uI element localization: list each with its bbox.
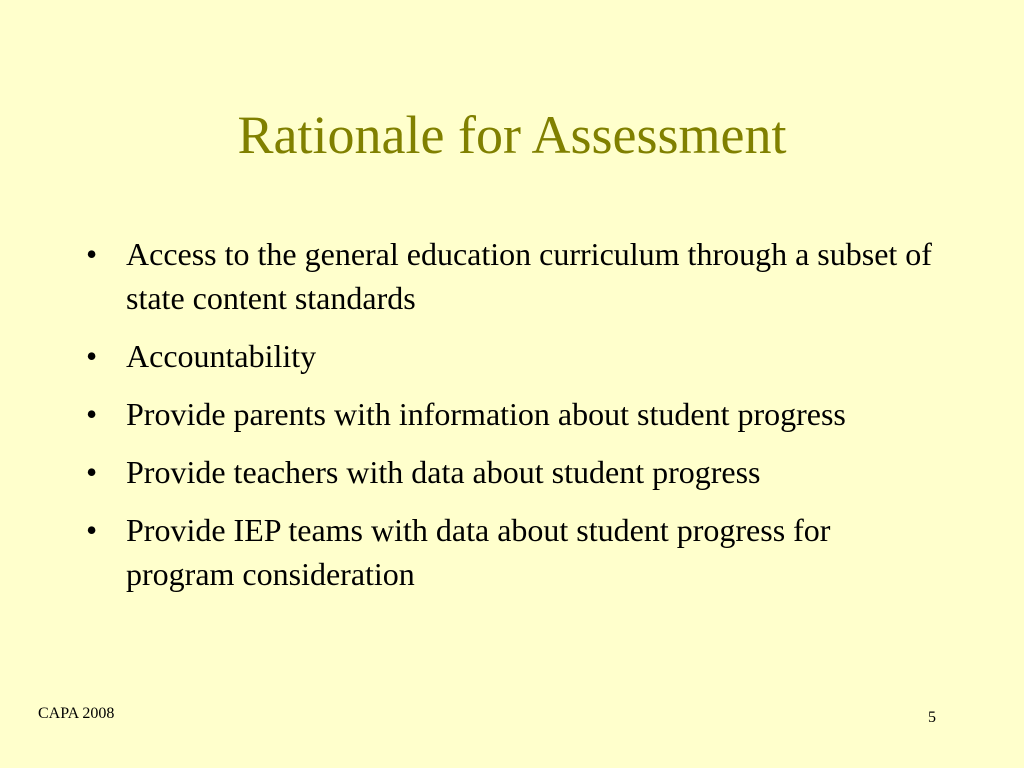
bullet-item: [86, 232, 946, 320]
bullet-item: [86, 450, 946, 494]
bullet-marker: •: [86, 338, 98, 374]
bullet-marker: •: [86, 236, 98, 272]
bullet-item: [86, 508, 946, 596]
bullet-list: [86, 232, 946, 610]
bullet-marker: •: [86, 396, 98, 432]
slide-title: Rationale for Assessment: [237, 105, 787, 165]
footer-label: CAPA 2008: [38, 705, 115, 722]
bullet-text: Provide parents with information about student progress: [126, 396, 846, 432]
bullet-item: [86, 334, 946, 378]
bullet-text: Access to the general education curriculum through a subset of state content standards: [126, 236, 932, 316]
bullet-text: Provide IEP teams with data about student progress for program consideration: [126, 512, 831, 592]
bullet-marker: •: [86, 454, 98, 490]
bullet-item: [86, 392, 946, 436]
page-number: 5: [928, 709, 936, 726]
bullet-text: Provide teachers with data about student progress: [126, 454, 761, 490]
bullet-marker: •: [86, 512, 98, 548]
bullet-text: Accountability: [126, 338, 317, 374]
